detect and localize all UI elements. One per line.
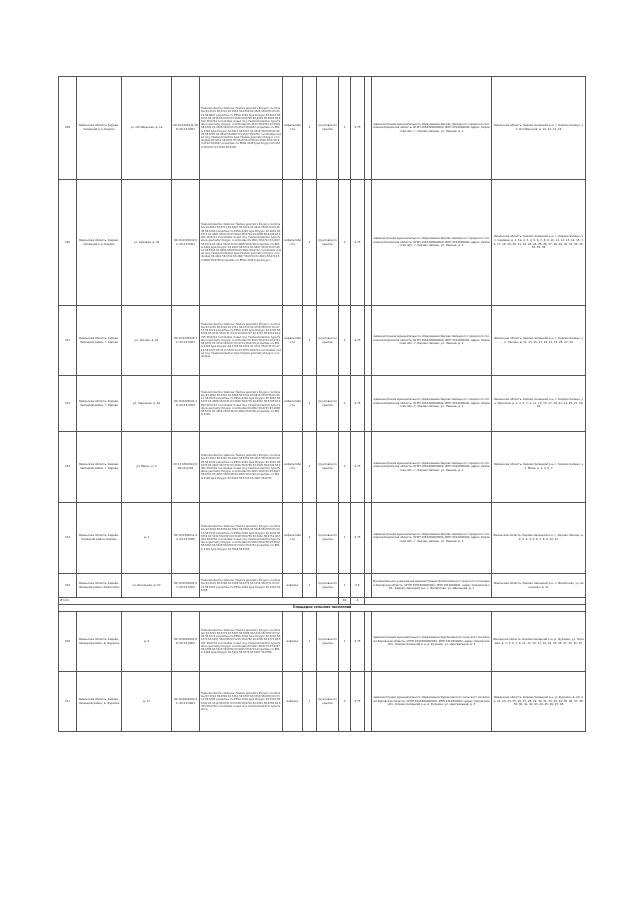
served-objects: Ямальская область, Кирово-Чепецкий р-н, д. Фурзики, д. 20, 21, 22, 23, 24, 25, 26, 27, 28, 29, 30, 31, 32, 33, 34, 35, 36, 37, 38, 39, 40, 41, 42, 43, 44, 45, 46, 47, 48 xyxy=(492,672,586,732)
owner-info: Администрация муниципального образования Кирово-Чепецкого городского поселения Кировская область, ОГРН 1054300000000, ИНН 4312000000, адрес: Кировская обл., г. Кирово-Чепецк, ул. Ленина, д. 1 xyxy=(372,432,492,503)
empty-cell xyxy=(365,672,372,732)
container-count: 4 xyxy=(303,376,317,432)
container-count: 4 xyxy=(303,503,317,574)
container-count: 1 xyxy=(303,672,317,732)
table-row xyxy=(59,306,586,376)
base-surface: грунтовое покрытие xyxy=(317,672,339,732)
table-row xyxy=(59,672,586,732)
served-objects: Ямальская область, Кирово-Чепецкий р-н, г. Кирово-Чепецк, ул. Садовая, д. 1, 1а, 2, 3, 4, 5, 6, 7, 8, 9, 10, 11, 12, 13, 14, 15, 16, 17, 18, 19, 20, 21, 22, 23, 24, 25, 26, 27, 28, 29, 30, 31, 32, 33, 34, 35, 36 xyxy=(492,180,586,306)
cadastral-number: 00:13:0501001:57; 00:13:0501 xyxy=(172,574,200,598)
coordinates: FeatureCollection features: Feature geometry Polygon coordinates 63.4601 58.6712 63.4607 58.6719 63.4614 58.6714 63.4608 58.6706 properties crs EPSG 4326 type Polygon 63.4601 58.6712 63.4607 58.6719 63.4614 58.6714 63.4608 58.6706 63.4601 58.6712 coordinates closed ring. FeatureCollection type Feature geometry Polygon coordinates 63.4601 58.6712 63.4607 58.6719 63.4614 58.6714 63.4608 58.6706 properties crs EPSG 4326 type Polygon 63.4601 58.6712 63.4607 58.6719 63.4614 58.6714 63.4608 58.6706 63.4601 58.6712 coordinates closed ring. FeatureCollection type Feature geometry Polygon coordinates 63.4601 58.6712 63.4607 58.6719 63.4614 58.6714 63.4608 58.6706 properties crs EPSG 4326 type Polygon xyxy=(200,180,283,306)
surface-type: асфальтобетон xyxy=(283,503,303,574)
table-row xyxy=(59,612,586,672)
address-detail: ул. Мира, уч. 5 xyxy=(122,432,172,503)
owner-info: Администрация муниципального образования Кирово-Чепецкого городского поселения Кировская область, ОГРН 1054300000000, ИНН 4312000000, адрес: Кировская обл., г. Кирово-Чепецк, ул. Ленина, д. 1 xyxy=(372,306,492,376)
table-row xyxy=(59,503,586,574)
address-detail: ул. Октябрьская, д. 14 xyxy=(122,77,172,180)
volume: 0,75 xyxy=(351,612,365,672)
volume: 0,75 xyxy=(351,180,365,306)
surface-type: асфальт xyxy=(283,574,303,598)
coordinates: FeatureCollection features: Feature geometry Polygon coordinates 63.5304 58.6790 63.5310 58.6797 63.5318 58.6793 63.5312 58.6785 properties crs EPSG 4326 type Polygon 63.5304 58.6790 63.5310 58.6797 63.5318 58.6793 63.5312 58.6785 63.5304 58.6790 coordinates closed ring. FeatureCollection type Feature xyxy=(200,672,283,732)
coordinates: FeatureCollection features: Feature geometry Polygon coordinates 63.5004 58.6756 63.5010 58.6763 63.5018 58.6759 63.5012 58.6751 properties crs EPSG 4326 type Polygon 63.5004 58.6756 63.5010 58.6763 63.5018 58.6759 63.5012 58.6751 63.5004 58.6756 coordinates closed ring. FeatureCollection type Feature geometry Polygon coordinates 63.5004 58.6756 63.5010 58.6763 63.5018 58.6759 63.5012 58.6751 properties crs EPSG 4326 type Polygon 63.5004 58.6756 xyxy=(200,503,283,574)
served-objects: Ямальская область, Кирово-Чепецкий р-н, г. Кирово-Чепецк, ул. Заречная, д. 1, 3, 5, 7, 9, 11, 13, 15, 17, 19, 21, 23, 25, 27, 29, 31 xyxy=(492,376,586,432)
base-surface: грунтовое покрытие xyxy=(317,306,339,376)
table-row xyxy=(59,376,586,432)
row-number: 311 xyxy=(59,306,77,376)
container-count: 4 xyxy=(303,77,317,180)
empty-cell xyxy=(365,598,586,605)
row-number: 309 xyxy=(59,77,77,180)
capacity: 1 xyxy=(339,306,351,376)
empty-cell xyxy=(365,432,372,503)
base-surface: грунтовое покрытие xyxy=(317,612,339,672)
base-surface: грунтовое покрытие xyxy=(317,376,339,432)
capacity: 1 xyxy=(339,503,351,574)
container-count: 1 xyxy=(303,612,317,672)
empty-cell xyxy=(365,77,372,180)
coordinates: FeatureCollection features: Feature geometry Polygon coordinates 63.5201 58.6779 63.5207 58.6786 63.5215 58.6782 63.5209 58.6774 properties crs EPSG 4326 type Polygon 63.5201 58.6779 63.5207 58.6786 63.5215 58.6782 63.5209 58.6774 63.5201 58.6779 coordinates closed ring. FeatureCollection type Feature geometry Polygon coordinates 63.5201 58.6779 63.5207 58.6786 63.5215 58.6782 63.5209 58.6774 properties crs EPSG 4326 type Polygon 63.5201 58.6779 63.5207 58.6786 xyxy=(200,612,283,672)
cadastral-number: 00:13:0304012:9; 00:13:0304 xyxy=(172,432,200,503)
owner-info: Администрация муниципального образования Фурзиковского сельского поселения Кировская область, ОГРН 1054300000002, ИНН 4312000002, адрес: Кировская обл., Кирово-Чепецкий р-н, д. Фурзики, ул. Центральная, д. 5 xyxy=(372,672,492,732)
row-number: 316 xyxy=(59,612,77,672)
address-region: Ямальская область, Кирово-Чепецкий р-н, Кирово xyxy=(77,77,122,180)
owner-info: Муниципальное учреждение Администрация Филипповского сельского поселения Кировская область, ОГРН 1054300000001, ИНН 4312000001, адрес: Кировская обл., Кирово-Чепецкий р-н, с. Филиппово, ул. Школьная, д. 1 xyxy=(372,574,492,598)
address-region: Ямальская область, Кирово-Чепецкий район, г. Кирово xyxy=(77,376,122,432)
owner-info: Администрация муниципального образования Фурзиковского сельского поселения Кировская область, ОГРН 1054300000002, ИНН 4312000002, адрес: Кировская обл., Кирово-Чепецкий р-н, д. Фурзики, ул. Центральная, д. 5 xyxy=(372,612,492,672)
served-objects: Ямальская область, Кирово-Чепецкий р-н, г. Кирово-Чепецк, ул. Лесная, д. 11, 13, 15, 17, 19, 21, 23, 25, 27, 29 xyxy=(492,306,586,376)
address-detail: д. 3 xyxy=(122,612,172,672)
cadastral-number: 00:13:0301011:188; 00:13:0301 xyxy=(172,77,200,180)
capacity: 1 xyxy=(339,77,351,180)
section-header-row xyxy=(59,605,586,612)
coordinates: FeatureCollection features: Feature geometry Polygon coordinates 63.4802 58.6733 63.4808 58.6741 63.4816 58.6736 63.4810 58.6728 properties crs EPSG 4326 type Polygon 63.4802 58.6733 63.4808 58.6741 63.4816 58.6736 63.4810 58.6728 63.4802 58.6733 coordinates closed ring. FeatureCollection type Feature geometry Polygon coordinates 63.4802 58.6733 63.4808 58.6741 63.4816 58.6736 63.4810 58.6728 properties crs EPSG 4326 xyxy=(200,376,283,432)
capacity: 1 xyxy=(339,180,351,306)
owner-info: Администрация муниципального образования Кирово-Чепецкого городского поселения Кировская область, ОГРН 1054300000000, ИНН 4312000000, адрес: Кировская обл., г. Кирово-Чепецк, ул. Ленина, д. 1 xyxy=(372,503,492,574)
address-detail: д. 27 xyxy=(122,672,172,732)
base-surface: грунтовое покрытие xyxy=(317,503,339,574)
empty-cell xyxy=(365,612,372,672)
address-region: Ямальская область, Кирово-Чепецкий р-н, Кирово xyxy=(77,180,122,306)
address-region: Ямальская область, Кирово-Чепецкий район, д. Фурзики xyxy=(77,612,122,672)
served-objects: Ямальская область, Кирово-Чепецкий р-н, г. Кирово-Чепецк, ул. Мира, д. 1, 3, 5, 7 xyxy=(492,432,586,503)
table-row xyxy=(59,180,586,306)
volume: 0,75 xyxy=(351,672,365,732)
row-number: 312 xyxy=(59,376,77,432)
volume: 0,75 xyxy=(351,376,365,432)
address-detail: ул. Лесная, д. 21 xyxy=(122,306,172,376)
address-region: Ямальская область, Кирово-Чепецкий район, г. Кирово xyxy=(77,432,122,503)
registry-sheet xyxy=(58,76,585,732)
coordinates: FeatureCollection features: Feature geometry Polygon coordinates 63.4705 58.6724 63.4711 58.6731 63.4719 58.6727 63.4713 58.6719 properties crs EPSG 4326 type Polygon 63.4705 58.6724 63.4711 58.6731 63.4719 58.6727 63.4713 58.6719 63.4705 58.6724 coordinates closed ring. FeatureCollection type Feature geometry Polygon coordinates 63.4705 58.6724 63.4711 58.6731 63.4719 58.6727 63.4713 58.6719 properties crs EPSG 4326 type Polygon 63.4705 58.6724 63.4711 58.6731 63.4719 58.6727 63.4713 58.6719 63.4705 58.6724 coordinates closed ring. FeatureCollection type Feature geometry Polygon coordinates xyxy=(200,306,283,376)
address-detail: ул. Заречная, д. 19 xyxy=(122,376,172,432)
container-count: 4 xyxy=(303,180,317,306)
empty-cell xyxy=(365,574,372,598)
registry-body xyxy=(59,77,586,732)
cadastral-number: 00:13:0601002:41; 00:13:0601 xyxy=(172,672,200,732)
base-surface: грунтовое покрытие xyxy=(317,180,339,306)
volume: 0,75 xyxy=(351,306,365,376)
volume: 0,5 xyxy=(351,574,365,598)
cadastral-number: 00:13:0302014:71; 00:13:0302 xyxy=(172,306,200,376)
container-count: 4 xyxy=(303,306,317,376)
volume: 0,75 xyxy=(351,77,365,180)
coordinates: FeatureCollection features: Feature geometry Polygon coordinates 63.4512 58.6701 63.4518 58.6709 63.4526 58.6705 63.4519 58.6697 properties crs EPSG 4326 type Polygon 63.4512 58.6701 63.4518 58.6709 63.4526 58.6705 63.4519 58.6697 63.4512 58.6701 coordinates closed ring. FeatureCollection type Feature geometry Polygon coordinates 63.4512 58.6701 63.4518 58.6709 63.4526 58.6705 63.4519 58.6697 properties crs EPSG 4326 type Polygon 63.4512 58.6701 63.4518 58.6709 63.4526 58.6705 63.4519 58.6697 63.4512 58.6701 coordinates closed ring. FeatureCollection type Feature geometry Polygon coordinates 63.4512 58.6701 63.4518 58.6709 63.4526 58.6705 63.4519 58.6697 properties crs EPSG 4326 type Polygon 63.4512 58.6701 63.4518 58.6709 xyxy=(200,77,283,180)
volume: 0,75 xyxy=(351,432,365,503)
capacity: 1 xyxy=(339,612,351,672)
row-number: 315 xyxy=(59,574,77,598)
surface-type: асфальтобетон xyxy=(283,432,303,503)
empty-cell xyxy=(365,180,372,306)
served-objects: Ямальская область, Кирово-Чепецкий р-н, г. Кирово-Чепецк, д. 1, 2, 3, 4, 5, 6, 7, 8, 9, 10, 11 xyxy=(492,503,586,574)
base-surface: грунтовое покрытие xyxy=(317,77,339,180)
section-title: Площадки сельских поселений xyxy=(59,605,586,612)
served-objects: Ямальская область, Кирово-Чепецкий р-н, д. Фурзики, ул. Полевая, д. 1, 3, 5, 7, 9, 11, 13, 15, 17, 19, 21, 23, 25, 27, 29, 31, 33 xyxy=(492,612,586,672)
address-region: Ямальская область, Кирово-Чепецкий район, г. Кирово xyxy=(77,306,122,376)
capacity: 1 xyxy=(339,432,351,503)
capacity: 1 xyxy=(339,672,351,732)
row-number: 313 xyxy=(59,432,77,503)
cadastral-number: 00:13:0303021:18; 00:13:0303 xyxy=(172,376,200,432)
address-detail: ул. Школьная, д. 27 xyxy=(122,574,172,598)
surface-type: асфальт xyxy=(283,612,303,672)
cadastral-number: 00:13:0301012:41; 00:13:0301 xyxy=(172,180,200,306)
capacity: 1 xyxy=(339,376,351,432)
surface-type: асфальтобетон xyxy=(283,180,303,306)
table-row xyxy=(59,77,586,180)
address-region: Ямальская область, Кирово-Чепецкий район, д. Фурзики xyxy=(77,672,122,732)
table-row xyxy=(59,574,586,598)
surface-type: асфальт xyxy=(283,672,303,732)
empty-cell xyxy=(365,376,372,432)
total-row xyxy=(59,598,586,605)
cadastral-number: 00:13:0305011:44; 00:13:0305 xyxy=(172,503,200,574)
address-region: Ямальская область, Кирово-Чепецкий район, Филиппово xyxy=(77,574,122,598)
registry-table xyxy=(58,76,586,732)
total-sum: 40 xyxy=(339,598,351,605)
surface-type: асфальтобетон xyxy=(283,306,303,376)
container-count: 4 xyxy=(303,432,317,503)
cadastral-number: 00:13:0601001:88; 00:13:0601 xyxy=(172,612,200,672)
owner-info: Администрация муниципального образования Кирово-Чепецкого городского поселения Кировская область, ОГРН 1054300000000, ИНН 4312000000, адрес: Кировская обл., г. Кирово-Чепецк, ул. Ленина, д. 1 xyxy=(372,376,492,432)
coordinates: FeatureCollection features: Feature geometry Polygon coordinates 63.4901 58.6745 63.4907 58.6752 63.4915 58.6748 63.4909 58.6740 properties crs EPSG 4326 type Polygon 63.4901 58.6745 63.4907 58.6752 63.4915 58.6748 63.4909 58.6740 63.4901 58.6745 coordinates closed ring. FeatureCollection type Feature geometry Polygon coordinates 63.4901 58.6745 63.4907 58.6752 63.4915 58.6748 63.4909 58.6740 properties crs EPSG 4326 type Polygon 63.4901 58.6745 63.4907 58.6752 xyxy=(200,432,283,503)
total-sum-2: 4 xyxy=(351,598,365,605)
table-row xyxy=(59,432,586,503)
owner-info: Администрация муниципального образования Кирово-Чепецкого городского поселения Кировская область, ОГРН 1054300000000, ИНН 4312000000, адрес: Кировская обл., г. Кирово-Чепецк, ул. Ленина, д. 1 xyxy=(372,77,492,180)
owner-info: Администрация муниципального образования Кирово-Чепецкого городского поселения Кировская область, ОГРН 1054300000000, ИНН 4312000000, адрес: Кировская обл., г. Кирово-Чепецк, ул. Ленина, д. 1 xyxy=(372,180,492,306)
capacity: 1 xyxy=(339,574,351,598)
empty-cell xyxy=(365,306,372,376)
coordinates: FeatureCollection features: Feature geometry Polygon coordinates 63.5102 58.6768 63.5108 58.6775 63.5116 58.6771 63.5110 58.6763 properties crs EPSG 4326 type Polygon 63.5102 58.6768 xyxy=(200,574,283,598)
row-number: 310 xyxy=(59,180,77,306)
served-objects: Ямальская область, Кирово-Чепецкий р-н, с. Филиппово, ул. Школьная, д. 21 xyxy=(492,574,586,598)
address-detail: д. 1 xyxy=(122,503,172,574)
volume: 0,75 xyxy=(351,503,365,574)
surface-type: асфальтобетон xyxy=(283,77,303,180)
address-region: Ямальская область, Кирово-Чепецкий район, Кирово xyxy=(77,503,122,574)
row-number: 314 xyxy=(59,503,77,574)
served-objects: Ямальская область, Кирово-Чепецкий р-н, г. Кирово-Чепецк, ул. Октябрьская, д. 10, 12, 14, 16 xyxy=(492,77,586,180)
base-surface: грунтовое покрытие xyxy=(317,574,339,598)
row-number: 317 xyxy=(59,672,77,732)
base-surface: грунтовое покрытие xyxy=(317,432,339,503)
empty-cell xyxy=(365,503,372,574)
container-count: 1 xyxy=(303,574,317,598)
surface-type: асфальтобетон xyxy=(283,376,303,432)
address-detail: ул. Садовая, д. 3а xyxy=(122,180,172,306)
total-label: Итого xyxy=(59,598,339,605)
